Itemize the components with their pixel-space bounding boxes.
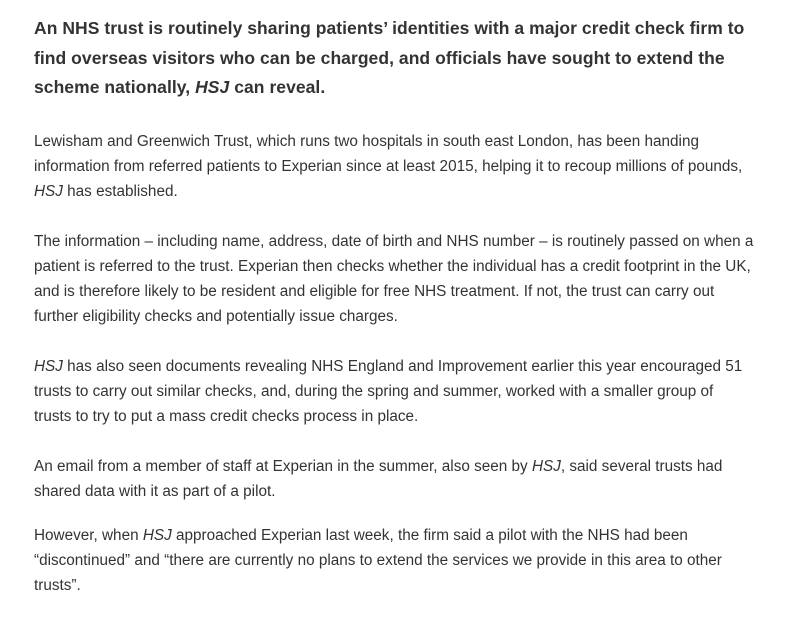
paragraph-3	[34, 354, 754, 429]
publication-name: HSJ	[34, 357, 63, 375]
publication-name: HSJ	[531, 457, 561, 475]
publication-name: HSJ	[142, 526, 172, 544]
paragraph-5	[34, 523, 754, 598]
paragraph-text-end: approached Experian last week, the firm said a pilot with the NHS had been “discontinued” and “there are currently no plans to extend the services we provide in this area to other trusts”.	[34, 526, 722, 594]
lead-text: An NHS trust is routinely sharing patients’ identities with a major credit check firm to find overseas visitors who can be charged, and officials have sought to extend the scheme nationally,	[34, 18, 745, 97]
paragraph-text-end: has established.	[62, 182, 178, 200]
paragraph-text: Lewisham and Greenwich Trust, which runs two hospitals in south east London, has been handing information from referred patients to Experian since at least 2015, helping it to recoup millions of pounds,	[34, 132, 743, 175]
paragraph-1	[34, 129, 754, 204]
paragraph-text: has also seen documents revealing NHS England and Improvement earlier this year encouraged 51 trusts to carry out similar checks, and, during the spring and summer, worked with a smaller group of trusts to try to put a mass credit checks process in place.	[34, 357, 743, 425]
lead-text-end: can reveal.	[229, 77, 326, 97]
paragraph-2	[34, 229, 754, 329]
paragraph-text: The information – including name, address, date of birth and NHS number – is routinely passed on when a patient is referred to the trust. Experian then checks whether the individual has a credit footprint in the UK, and is therefore likely to be resident and eligible for free NHS treatment. If not, the trust can carry out further eligibility checks and potentially issue charges.	[34, 232, 754, 325]
article-lead	[34, 14, 754, 103]
paragraph-4	[34, 454, 754, 504]
publication-name: HSJ	[34, 182, 63, 200]
paragraph-text: An email from a member of staff at Experian in the summer, also seen by	[34, 457, 532, 475]
paragraph-text-end: , said several trusts had shared data with it as part of a pilot.	[34, 457, 723, 500]
publication-name: HSJ	[195, 77, 230, 97]
paragraph-text: However, when	[34, 526, 143, 544]
